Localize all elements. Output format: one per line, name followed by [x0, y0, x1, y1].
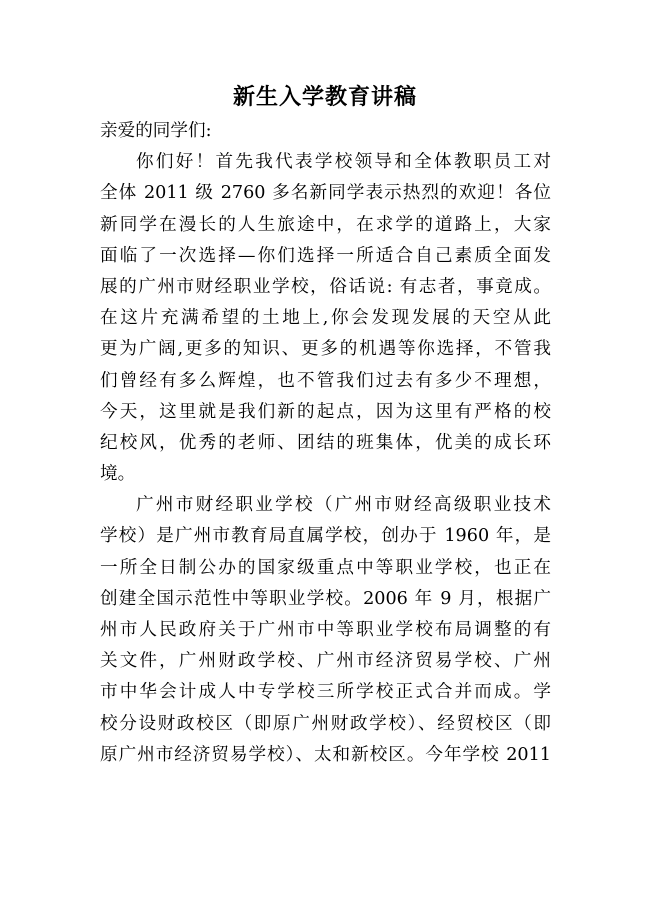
text-line: 全体 2011 级 2760 多名新同学表示热烈的欢迎！各位	[100, 183, 551, 204]
text-line: 你们好！首先我代表学校领导和全体教职员工对	[136, 152, 551, 173]
text-line: 原广州市经济贸易学校）、太和新校区。今年学校 2011	[100, 744, 551, 765]
text-line: 一所全日制公办的国家级重点中等职业学校，也正在	[100, 557, 551, 578]
text-line: 学校）是广州市教育局直属学校，创办于 1960 年，是	[100, 526, 551, 547]
text-line: 亲爱的同学们:	[100, 121, 212, 141]
text-line: 创建全国示范性中等职业学校。2006 年 9 月，根据广	[100, 588, 551, 609]
text-line: 新同学在漫长的人生旅途中，在求学的道路上，大家	[100, 214, 551, 235]
text-line: 广州市财经职业学校（广州市财经高级职业技术	[136, 495, 551, 516]
text-line: 在这片充满希望的土地上,你会发现发展的天空从此	[100, 308, 551, 329]
text-line: 今天，这里就是我们新的起点，因为这里有严格的校	[100, 401, 551, 422]
text-line: 州市人民政府关于广州市中等职业学校布局调整的有	[100, 620, 551, 640]
document-title: 新生入学教育讲稿	[232, 85, 417, 110]
text-line: 们曾经有多么辉煌，也不管我们过去有多少不理想，	[100, 370, 551, 391]
text-line: 面临了一次选择—你们选择一所适合自己素质全面发	[100, 245, 551, 266]
text-line: 境。	[100, 464, 136, 485]
text-line: 校分设财政校区（即原广州财政学校）、经贸校区（即	[100, 713, 551, 734]
document-body	[100, 116, 551, 771]
text-line: 更为广阔,更多的知识、更多的机遇等你选择，不管我	[100, 339, 551, 360]
text-line: 关文件，广州财政学校、广州市经济贸易学校、广州	[100, 651, 551, 672]
text-line: 市中华会计成人中专学校三所学校正式合并而成。学	[100, 682, 551, 703]
text-line: 纪校风，优秀的老师、团结的班集体，优美的成长环	[100, 432, 551, 453]
text-line: 展的广州市财经职业学校，俗话说: 有志者，事竟成。	[100, 276, 551, 297]
